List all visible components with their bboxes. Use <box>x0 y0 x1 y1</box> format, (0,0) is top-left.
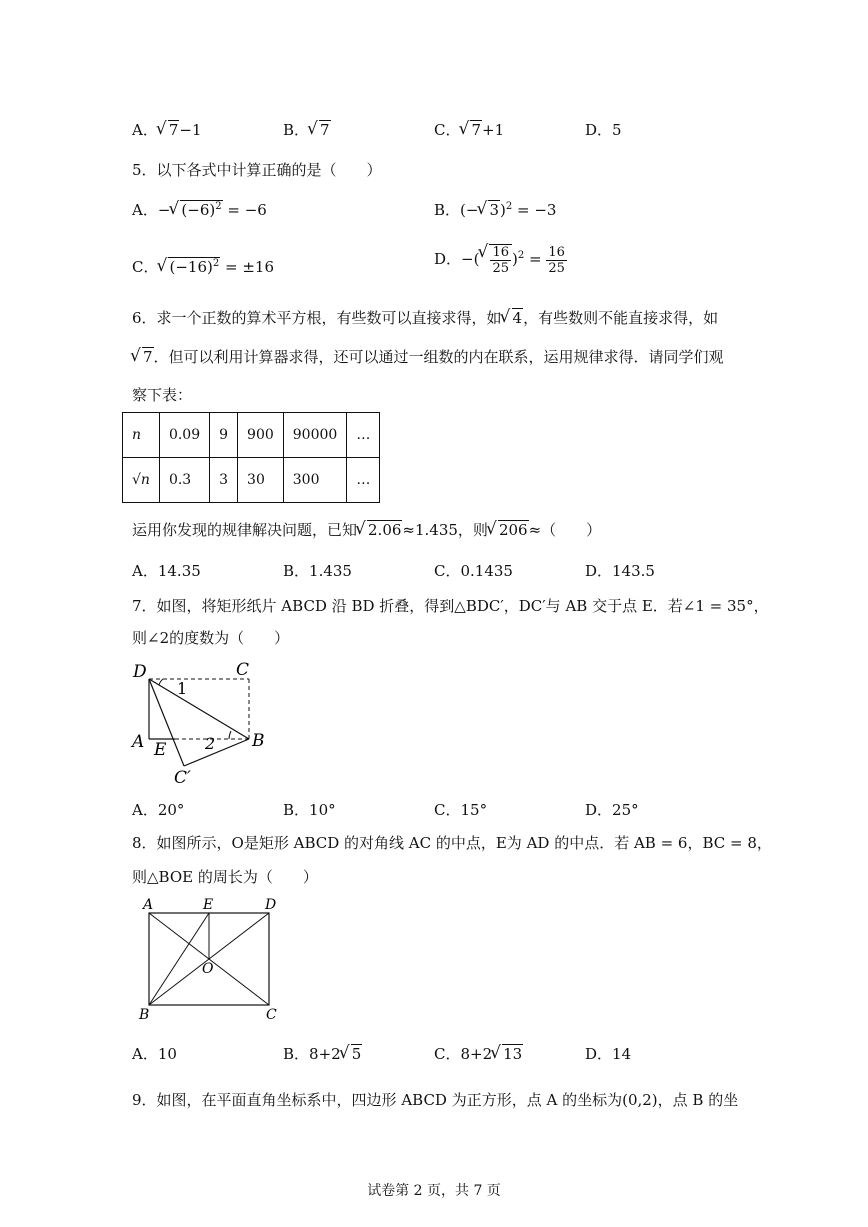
label-b: B <box>139 1007 150 1023</box>
q5-option-d: D．−( √ $\frac{16}{25}$ )$^2$ = $\frac{16}{25}$ <box>434 244 567 276</box>
label-e: E <box>203 897 214 913</box>
q5-stem: 5．以下各式中计算正确的是（ ） <box>132 161 382 179</box>
q6-option-b: B．1.435 <box>283 562 352 580</box>
table-cell: 900 <box>238 413 284 458</box>
diagonal-db <box>149 679 249 739</box>
label-c: C <box>236 660 250 680</box>
label-b: B <box>252 731 265 751</box>
q4-option-c: C．√ 7+1 <box>434 119 504 140</box>
page-footer: 试卷第 2 页，共 7 页 <box>367 1183 501 1199</box>
q4-option-a: A．√ 7−1 <box>132 119 202 140</box>
q8-line1: 8．如图所示，O是矩形 ABCD 的对角线 AC 的中点，E为 AD 的中点．若 AB = 6，BC = 8， <box>132 834 772 852</box>
table-cell: 9 <box>210 413 238 458</box>
q7-option-c: C．15° <box>434 801 488 819</box>
q7-line1: 7．如图，将矩形纸片 ABCD 沿 BD 折叠，得到△BDC′，DC′与 AB 交于点 E．若∠1 = 35°， <box>132 597 769 615</box>
table-row <box>123 458 380 503</box>
table-cell: √n <box>123 458 160 503</box>
table-cell: n <box>123 413 160 458</box>
table-cell: … <box>347 458 380 503</box>
q6-option-d: D．143.5 <box>585 562 655 580</box>
label-a: A <box>132 732 145 752</box>
q7-line2: 则∠2的度数为（ ） <box>132 629 290 647</box>
q7-option-d: D．25° <box>585 801 639 819</box>
label-d: D <box>265 897 277 913</box>
q6-line1: 6．求一个正数的算术平方根，有些数可以直接求得，如√ 4，有些数则不能直接求得，如 <box>132 307 718 328</box>
q5-option-b: B．(−√ 3)$^2$ = −3 <box>434 199 556 220</box>
sqrt-pattern-table <box>122 412 380 503</box>
q6-option-c: C．0.1435 <box>434 562 513 580</box>
label-a: A <box>143 897 154 913</box>
table-cell: … <box>347 413 380 458</box>
label-o: O <box>202 961 214 977</box>
table-cell: 3 <box>210 458 238 503</box>
table-cell: 30 <box>238 458 284 503</box>
label-d: D <box>133 662 147 682</box>
q8-option-c: C．8+2√ 13 <box>434 1043 523 1064</box>
q7-option-a: A．20° <box>132 801 185 819</box>
q7-figure <box>125 655 275 790</box>
label-angle-2: 2 <box>205 734 216 753</box>
q8-figure <box>135 895 285 1025</box>
q4-option-d: D．5 <box>585 121 622 139</box>
q7-option-b: B．10° <box>283 801 336 819</box>
q6-question: 运用你发现的规律解决问题，已知√ 2.06≈1.435，则√ 206≈（ ） <box>132 519 601 540</box>
label-c: C <box>266 1007 277 1023</box>
label-c-prime: C′ <box>174 768 191 788</box>
edge-c-prime-b <box>184 739 249 766</box>
label-e: E <box>154 740 167 760</box>
angle-1-arc <box>159 679 163 685</box>
table-cell: 300 <box>283 458 347 503</box>
q6-option-a: A．14.35 <box>132 562 201 580</box>
q9-line1: 9．如图，在平面直角坐标系中，四边形 ABCD 为正方形，点 A 的坐标为(0,2)，点 B 的坐 <box>132 1091 739 1109</box>
q8-option-d: D．14 <box>585 1045 632 1063</box>
label-angle-1: 1 <box>177 679 188 698</box>
q6-line2: √ 7．但可以利用计算器求得，还可以通过一组数的内在联系，运用规律求得．请同学们观 <box>132 346 724 367</box>
q6-line3: 察下表： <box>132 386 193 404</box>
q8-line2: 则△BOE 的周长为（ ） <box>132 868 318 886</box>
table-row <box>123 413 380 458</box>
q8-option-b: B．8+2√ 5 <box>283 1043 362 1064</box>
segment-be <box>149 913 209 1005</box>
angle-2-arc <box>229 731 231 739</box>
table-cell: 0.3 <box>159 458 209 503</box>
table-cell: 90000 <box>283 413 347 458</box>
q5-option-c: C．√ $(-16)^2 = \pm 16$ <box>132 256 274 277</box>
q8-option-a: A．10 <box>132 1045 177 1063</box>
table-cell: 0.09 <box>159 413 209 458</box>
q5-option-a: A．−√ $(-6)^2 = -6$ <box>132 199 267 220</box>
q4-option-b: B．√ 7 <box>283 119 331 140</box>
